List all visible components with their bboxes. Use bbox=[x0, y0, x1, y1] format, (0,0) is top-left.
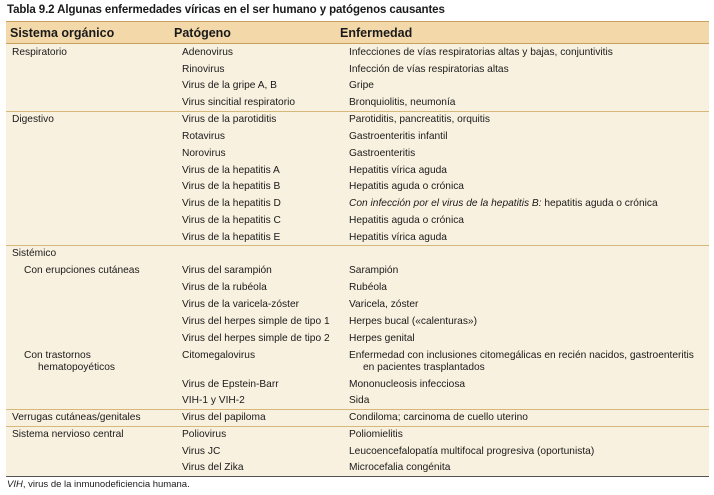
pathogen-cell: Rotavirus bbox=[182, 131, 226, 142]
pathogen-cell: Virus del sarampión bbox=[182, 265, 272, 276]
subsystem-cell bbox=[24, 350, 174, 374]
system-cell: Verrugas cutáneas/genitales bbox=[12, 412, 141, 423]
pathogen-cell: Virus del papiloma bbox=[182, 412, 266, 423]
pathogen-cell: Virus JC bbox=[182, 446, 221, 457]
disease-table bbox=[6, 21, 709, 476]
header-system: Sistema orgánico bbox=[10, 26, 115, 40]
disease-cell: Infección de vías respiratorias altas bbox=[349, 64, 509, 75]
group-separator bbox=[6, 245, 709, 246]
system-cell: Sistema nervioso central bbox=[12, 429, 124, 440]
disease-cell: Microcefalia congénita bbox=[349, 462, 451, 473]
subsystem-cell: Con erupciones cutáneas bbox=[24, 265, 140, 276]
pathogen-cell: Citomegalovirus bbox=[182, 350, 256, 361]
disease-cell: Sarampión bbox=[349, 265, 399, 276]
footnote-text: , virus de la inmunodeficiencia humana. bbox=[22, 479, 190, 490]
system-cell: Respiratorio bbox=[12, 47, 67, 58]
disease-italic-part: Con infección por el virus de la hepatitis B: bbox=[349, 198, 542, 209]
pathogen-cell: VIH-1 y VIH-2 bbox=[182, 395, 245, 406]
table-number: Tabla 9.2 bbox=[7, 4, 55, 16]
pathogen-cell: Adenovirus bbox=[182, 47, 233, 58]
disease-cell: Hepatitis vírica aguda bbox=[349, 232, 447, 243]
disease-cell: Infecciones de vías respiratorias altas y bajas, conjuntivitis bbox=[349, 47, 613, 58]
pathogen-cell: Poliovirus bbox=[182, 429, 227, 440]
table-title bbox=[7, 4, 445, 16]
disease-cell: Bronquiolitis, neumonía bbox=[349, 97, 456, 108]
system-cell: Sistémico bbox=[12, 248, 57, 259]
table-header bbox=[6, 21, 709, 44]
disease-cell: Herpes bucal («calenturas») bbox=[349, 316, 477, 327]
disease-rest-part: hepatitis aguda o crónica bbox=[541, 198, 658, 209]
table-footnote bbox=[7, 479, 190, 490]
disease-cell: Mononucleosis infecciosa bbox=[349, 379, 466, 390]
table-bottom-rule bbox=[6, 476, 709, 477]
disease-cell: Parotiditis, pancreatitis, orquitis bbox=[349, 114, 490, 125]
pathogen-cell: Rinovirus bbox=[182, 64, 225, 75]
group-separator bbox=[6, 111, 709, 112]
table-caption: Algunas enfermedades víricas en el ser humano y patógenos causantes bbox=[57, 4, 445, 16]
disease-cell: Poliomielitis bbox=[349, 429, 403, 440]
pathogen-cell: Virus de la varicela-zóster bbox=[182, 299, 300, 310]
disease-cell: Leucoencefalopatía multifocal progresiva (oportunista) bbox=[349, 446, 595, 457]
disease-cell: Condiloma; carcinoma de cuello uterino bbox=[349, 412, 528, 423]
pathogen-cell: Virus de Epstein-Barr bbox=[182, 379, 279, 390]
disease-cell: Rubéola bbox=[349, 282, 387, 293]
pathogen-cell: Virus del herpes simple de tipo 2 bbox=[182, 333, 330, 344]
disease-cell: Herpes genital bbox=[349, 333, 415, 344]
group-separator bbox=[6, 409, 709, 410]
pathogen-cell: Virus de la hepatitis C bbox=[182, 215, 281, 226]
pathogen-cell: Virus de la hepatitis E bbox=[182, 232, 281, 243]
pathogen-cell: Virus de la hepatitis A bbox=[182, 165, 280, 176]
pathogen-cell: Virus de la rubéola bbox=[182, 282, 267, 293]
disease-cell: Gastroenteritis infantil bbox=[349, 131, 448, 142]
pathogen-cell: Virus de la parotiditis bbox=[182, 114, 277, 125]
header-pathogen: Patógeno bbox=[174, 26, 231, 40]
disease-cell: Varicela, zóster bbox=[349, 299, 419, 310]
system-cell: Digestivo bbox=[12, 114, 54, 125]
disease-cell: Hepatitis aguda o crónica bbox=[349, 215, 464, 226]
pathogen-cell: Virus de la hepatitis D bbox=[182, 198, 281, 209]
pathogen-cell: Virus del herpes simple de tipo 1 bbox=[182, 316, 330, 327]
disease-line-2: en pacientes trasplantados bbox=[363, 362, 485, 373]
disease-line-1: Enfermedad con inclusiones citomegálicas en recién nacidos, gastroenteritis bbox=[349, 350, 694, 361]
pathogen-cell: Virus de la gripe A, B bbox=[182, 80, 277, 91]
disease-cell bbox=[349, 350, 694, 374]
disease-cell: Hepatitis aguda o crónica bbox=[349, 181, 464, 192]
footnote-abbr: VIH bbox=[7, 479, 23, 490]
pathogen-cell: Virus de la hepatitis B bbox=[182, 181, 281, 192]
pathogen-cell: Virus sincitial respiratorio bbox=[182, 97, 296, 108]
pathogen-cell: Norovirus bbox=[182, 148, 226, 159]
disease-cell: Gastroenteritis bbox=[349, 148, 416, 159]
disease-cell: Sida bbox=[349, 395, 370, 406]
group-separator bbox=[6, 426, 709, 427]
header-disease: Enfermedad bbox=[340, 26, 413, 40]
disease-cell: Hepatitis vírica aguda bbox=[349, 165, 447, 176]
pathogen-cell: Virus del Zika bbox=[182, 462, 244, 473]
subsystem-line-2: hematopoyéticos bbox=[38, 362, 116, 373]
disease-cell bbox=[349, 198, 658, 210]
disease-cell: Gripe bbox=[349, 80, 374, 91]
subsystem-line-1: Con trastornos bbox=[24, 350, 91, 361]
